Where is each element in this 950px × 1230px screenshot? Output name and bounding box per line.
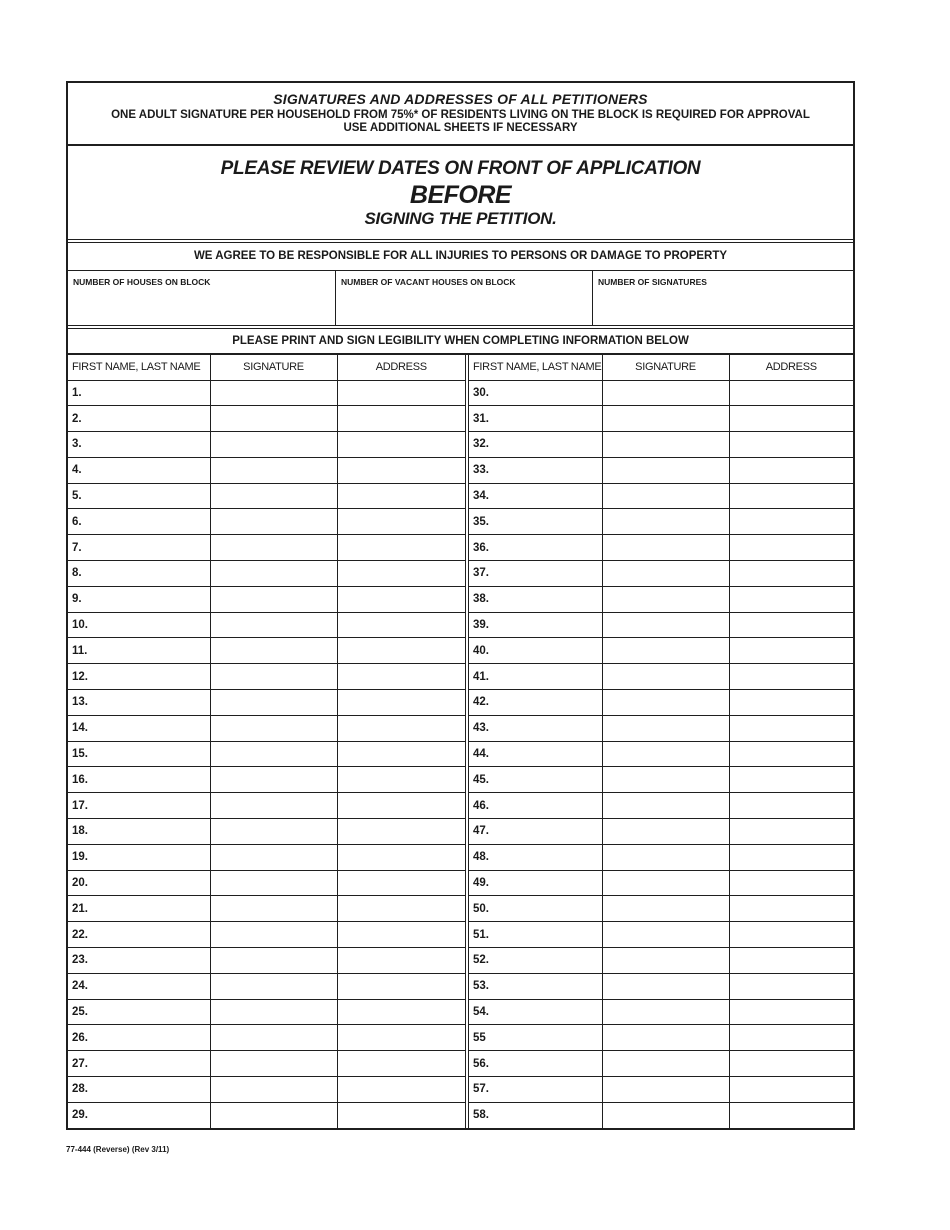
row-number-right[interactable]: 56. bbox=[467, 1051, 602, 1077]
address-cell[interactable] bbox=[729, 406, 853, 432]
address-cell[interactable] bbox=[337, 819, 467, 845]
column-header: FIRST NAME, LAST NAME bbox=[68, 355, 210, 380]
address-cell[interactable] bbox=[337, 509, 467, 535]
review-line-1: PLEASE REVIEW DATES ON FRONT OF APPLICATION bbox=[220, 158, 701, 179]
address-cell[interactable] bbox=[337, 844, 467, 870]
additional-sheets-text: USE ADDITIONAL SHEETS IF NECESSARY bbox=[343, 122, 578, 134]
address-cell[interactable] bbox=[729, 586, 853, 612]
signature-cell[interactable] bbox=[210, 509, 337, 535]
row-number-left[interactable]: 5. bbox=[68, 483, 210, 509]
address-cell[interactable] bbox=[337, 638, 467, 664]
requirement-text: ONE ADULT SIGNATURE PER HOUSEHOLD FROM 75%* OF RESIDENTS LIVING ON THE BLOCK IS REQUIRED FOR APPROVAL bbox=[111, 109, 810, 121]
row-number-right[interactable]: 31. bbox=[467, 406, 602, 432]
row-number-left[interactable]: 10. bbox=[68, 612, 210, 638]
row-number-left[interactable]: 3. bbox=[68, 432, 210, 458]
signature-cell[interactable] bbox=[210, 715, 337, 741]
signature-cell[interactable] bbox=[210, 819, 337, 845]
row-number-right[interactable]: 53. bbox=[467, 973, 602, 999]
table-row bbox=[68, 664, 853, 690]
row-number-left[interactable]: 2. bbox=[68, 406, 210, 432]
form-title: SIGNATURES AND ADDRESSES OF ALL PETITIONERS bbox=[273, 91, 648, 107]
signature-cell[interactable] bbox=[602, 973, 729, 999]
row-number-right[interactable]: 51. bbox=[467, 922, 602, 948]
address-cell[interactable] bbox=[337, 793, 467, 819]
signature-cell[interactable] bbox=[210, 1051, 337, 1077]
table-row bbox=[68, 561, 853, 587]
row-number-right[interactable]: 58. bbox=[467, 1102, 602, 1128]
address-cell[interactable] bbox=[729, 638, 853, 664]
row-number-right[interactable]: 45. bbox=[467, 767, 602, 793]
agreement-statement: WE AGREE TO BE RESPONSIBLE FOR ALL INJURIES TO PERSONS OR DAMAGE TO PROPERTY bbox=[68, 243, 853, 271]
row-number-left[interactable]: 19. bbox=[68, 844, 210, 870]
signatures-count-field[interactable] bbox=[593, 271, 853, 325]
vacant-houses-label: NUMBER OF VACANT HOUSES ON BLOCK bbox=[341, 277, 516, 287]
row-number-right[interactable]: 38. bbox=[467, 586, 602, 612]
row-number-right[interactable]: 40. bbox=[467, 638, 602, 664]
signature-cell[interactable] bbox=[602, 432, 729, 458]
signature-cell[interactable] bbox=[602, 1077, 729, 1103]
table-row bbox=[68, 870, 853, 896]
signature-cell[interactable] bbox=[210, 406, 337, 432]
table-row bbox=[68, 922, 853, 948]
address-cell[interactable] bbox=[729, 793, 853, 819]
row-number-left[interactable]: 27. bbox=[68, 1051, 210, 1077]
row-number-left[interactable]: 28. bbox=[68, 1077, 210, 1103]
signature-cell[interactable] bbox=[602, 509, 729, 535]
houses-on-block-field[interactable] bbox=[68, 271, 336, 325]
signature-cell[interactable] bbox=[602, 638, 729, 664]
row-number-right[interactable]: 46. bbox=[467, 793, 602, 819]
row-number-left[interactable]: 4. bbox=[68, 457, 210, 483]
address-cell[interactable] bbox=[337, 999, 467, 1025]
address-cell[interactable] bbox=[729, 380, 853, 406]
address-cell[interactable] bbox=[337, 483, 467, 509]
signatures-count-label: NUMBER OF SIGNATURES bbox=[598, 277, 707, 287]
row-number-right[interactable]: 48. bbox=[467, 844, 602, 870]
table-row bbox=[68, 715, 853, 741]
signature-cell[interactable] bbox=[602, 690, 729, 716]
signature-cell[interactable] bbox=[210, 767, 337, 793]
petitioner-table bbox=[68, 355, 853, 1128]
row-number-left[interactable]: 23. bbox=[68, 948, 210, 974]
address-cell[interactable] bbox=[729, 922, 853, 948]
row-number-right[interactable]: 32. bbox=[467, 432, 602, 458]
row-number-right[interactable]: 49. bbox=[467, 870, 602, 896]
row-number-right[interactable]: 57. bbox=[467, 1077, 602, 1103]
address-cell[interactable] bbox=[337, 457, 467, 483]
row-number-left[interactable]: 18. bbox=[68, 819, 210, 845]
row-number-right[interactable]: 44. bbox=[467, 741, 602, 767]
vacant-houses-field[interactable] bbox=[336, 271, 593, 325]
signature-cell[interactable] bbox=[210, 973, 337, 999]
review-line-3: SIGNING THE PETITION. bbox=[364, 209, 557, 228]
signature-cell[interactable] bbox=[210, 870, 337, 896]
signature-cell[interactable] bbox=[210, 793, 337, 819]
row-number-left[interactable]: 9. bbox=[68, 586, 210, 612]
address-cell[interactable] bbox=[729, 1077, 853, 1103]
address-cell[interactable] bbox=[729, 741, 853, 767]
signature-cell[interactable] bbox=[210, 380, 337, 406]
address-cell[interactable] bbox=[337, 973, 467, 999]
signature-cell[interactable] bbox=[602, 948, 729, 974]
signature-cell[interactable] bbox=[602, 819, 729, 845]
houses-on-block-label: NUMBER OF HOUSES ON BLOCK bbox=[73, 277, 211, 287]
address-cell[interactable] bbox=[729, 999, 853, 1025]
signature-cell[interactable] bbox=[210, 612, 337, 638]
row-number-right[interactable]: 39. bbox=[467, 612, 602, 638]
address-cell[interactable] bbox=[729, 535, 853, 561]
petition-form bbox=[66, 81, 855, 1130]
row-number-right[interactable]: 50. bbox=[467, 896, 602, 922]
signature-cell[interactable] bbox=[210, 483, 337, 509]
row-number-left[interactable]: 26. bbox=[68, 1025, 210, 1051]
table-row bbox=[68, 793, 853, 819]
table-row bbox=[68, 406, 853, 432]
signature-cell[interactable] bbox=[602, 741, 729, 767]
review-line-2: BEFORE bbox=[409, 181, 512, 209]
address-cell[interactable] bbox=[729, 767, 853, 793]
table-row bbox=[68, 948, 853, 974]
column-header: SIGNATURE bbox=[210, 355, 337, 380]
row-number-right[interactable]: 33. bbox=[467, 457, 602, 483]
row-number-right[interactable]: 34. bbox=[467, 483, 602, 509]
signature-cell[interactable] bbox=[210, 690, 337, 716]
row-number-left[interactable]: 16. bbox=[68, 767, 210, 793]
row-number-left[interactable]: 20. bbox=[68, 870, 210, 896]
signature-cell[interactable] bbox=[602, 922, 729, 948]
signature-cell[interactable] bbox=[602, 664, 729, 690]
signature-cell[interactable] bbox=[210, 561, 337, 587]
row-number-right[interactable]: 35. bbox=[467, 509, 602, 535]
row-number-right[interactable]: 43. bbox=[467, 715, 602, 741]
address-cell[interactable] bbox=[337, 690, 467, 716]
table-row bbox=[68, 586, 853, 612]
table-row bbox=[68, 535, 853, 561]
address-cell[interactable] bbox=[729, 715, 853, 741]
table-row bbox=[68, 767, 853, 793]
review-notice bbox=[68, 146, 853, 243]
table-row bbox=[68, 1025, 853, 1051]
signature-cell[interactable] bbox=[210, 432, 337, 458]
address-cell[interactable] bbox=[337, 1077, 467, 1103]
address-cell[interactable] bbox=[729, 483, 853, 509]
address-cell[interactable] bbox=[337, 1051, 467, 1077]
row-number-left[interactable]: 13. bbox=[68, 690, 210, 716]
row-number-right[interactable]: 37. bbox=[467, 561, 602, 587]
address-cell[interactable] bbox=[729, 432, 853, 458]
row-number-left[interactable]: 24. bbox=[68, 973, 210, 999]
address-cell[interactable] bbox=[337, 561, 467, 587]
address-cell[interactable] bbox=[729, 612, 853, 638]
row-number-left[interactable]: 15. bbox=[68, 741, 210, 767]
address-cell[interactable] bbox=[337, 948, 467, 974]
row-number-left[interactable]: 1. bbox=[68, 380, 210, 406]
table-row bbox=[68, 973, 853, 999]
row-number-left[interactable]: 17. bbox=[68, 793, 210, 819]
signature-cell[interactable] bbox=[602, 793, 729, 819]
signature-cell[interactable] bbox=[602, 586, 729, 612]
address-cell[interactable] bbox=[337, 1025, 467, 1051]
table-row bbox=[68, 1077, 853, 1103]
signature-cell[interactable] bbox=[602, 1102, 729, 1128]
signature-cell[interactable] bbox=[210, 948, 337, 974]
row-number-left[interactable]: 6. bbox=[68, 509, 210, 535]
signature-cell[interactable] bbox=[210, 535, 337, 561]
print-instruction: PLEASE PRINT AND SIGN LEGIBILITY WHEN COMPLETING INFORMATION BELOW bbox=[68, 329, 853, 355]
table-row bbox=[68, 690, 853, 716]
signature-cell[interactable] bbox=[602, 896, 729, 922]
address-cell[interactable] bbox=[337, 767, 467, 793]
row-number-right[interactable]: 36. bbox=[467, 535, 602, 561]
row-number-right[interactable]: 42. bbox=[467, 690, 602, 716]
row-number-right[interactable]: 47. bbox=[467, 819, 602, 845]
row-number-left[interactable]: 21. bbox=[68, 896, 210, 922]
signature-cell[interactable] bbox=[602, 406, 729, 432]
table-row bbox=[68, 741, 853, 767]
signature-cell[interactable] bbox=[210, 1077, 337, 1103]
signature-cell[interactable] bbox=[602, 767, 729, 793]
signature-cell[interactable] bbox=[602, 535, 729, 561]
signature-cell[interactable] bbox=[602, 612, 729, 638]
signature-cell[interactable] bbox=[602, 483, 729, 509]
table-header-row bbox=[68, 355, 853, 380]
signature-cell[interactable] bbox=[210, 999, 337, 1025]
address-cell[interactable] bbox=[337, 406, 467, 432]
signature-cell[interactable] bbox=[210, 638, 337, 664]
signature-cell[interactable] bbox=[210, 922, 337, 948]
address-cell[interactable] bbox=[337, 870, 467, 896]
address-cell[interactable] bbox=[337, 432, 467, 458]
form-number: 77-444 (Reverse) (Rev 3/11) bbox=[66, 1145, 170, 1154]
row-number-left[interactable]: 25. bbox=[68, 999, 210, 1025]
signature-cell[interactable] bbox=[210, 896, 337, 922]
table-row bbox=[68, 1102, 853, 1128]
signature-cell[interactable] bbox=[602, 999, 729, 1025]
counts-row bbox=[68, 271, 853, 329]
address-cell[interactable] bbox=[729, 509, 853, 535]
signature-cell[interactable] bbox=[210, 1102, 337, 1128]
address-cell[interactable] bbox=[337, 1102, 467, 1128]
row-number-left[interactable]: 14. bbox=[68, 715, 210, 741]
row-number-left[interactable]: 8. bbox=[68, 561, 210, 587]
signature-cell[interactable] bbox=[210, 664, 337, 690]
address-cell[interactable] bbox=[337, 664, 467, 690]
table-row bbox=[68, 432, 853, 458]
table-row bbox=[68, 612, 853, 638]
table-row bbox=[68, 819, 853, 845]
table-row bbox=[68, 638, 853, 664]
column-header: FIRST NAME, LAST NAME bbox=[467, 355, 602, 380]
address-cell[interactable] bbox=[337, 586, 467, 612]
signature-cell[interactable] bbox=[602, 380, 729, 406]
address-cell[interactable] bbox=[729, 664, 853, 690]
address-cell[interactable] bbox=[337, 612, 467, 638]
signature-cell[interactable] bbox=[602, 870, 729, 896]
signature-cell[interactable] bbox=[602, 457, 729, 483]
row-number-left[interactable]: 11. bbox=[68, 638, 210, 664]
address-cell[interactable] bbox=[729, 1051, 853, 1077]
address-cell[interactable] bbox=[337, 380, 467, 406]
address-cell[interactable] bbox=[729, 1025, 853, 1051]
address-cell[interactable] bbox=[729, 844, 853, 870]
signature-cell[interactable] bbox=[210, 457, 337, 483]
table-row bbox=[68, 483, 853, 509]
row-number-left[interactable]: 29. bbox=[68, 1102, 210, 1128]
address-cell[interactable] bbox=[729, 690, 853, 716]
row-number-right[interactable]: 54. bbox=[467, 999, 602, 1025]
address-cell[interactable] bbox=[337, 535, 467, 561]
address-cell[interactable] bbox=[337, 922, 467, 948]
row-number-left[interactable]: 12. bbox=[68, 664, 210, 690]
signature-cell[interactable] bbox=[602, 1051, 729, 1077]
signature-cell[interactable] bbox=[602, 844, 729, 870]
signature-cell[interactable] bbox=[210, 741, 337, 767]
row-number-right[interactable]: 41. bbox=[467, 664, 602, 690]
signature-cell[interactable] bbox=[210, 844, 337, 870]
signature-cell[interactable] bbox=[210, 586, 337, 612]
table-row bbox=[68, 1051, 853, 1077]
row-number-left[interactable]: 22. bbox=[68, 922, 210, 948]
address-cell[interactable] bbox=[729, 896, 853, 922]
address-cell[interactable] bbox=[729, 948, 853, 974]
address-cell[interactable] bbox=[337, 715, 467, 741]
table-row bbox=[68, 380, 853, 406]
table-row bbox=[68, 457, 853, 483]
row-number-right[interactable]: 55 bbox=[467, 1025, 602, 1051]
table-row bbox=[68, 896, 853, 922]
column-header: SIGNATURE bbox=[602, 355, 729, 380]
row-number-left[interactable]: 7. bbox=[68, 535, 210, 561]
address-cell[interactable] bbox=[729, 870, 853, 896]
row-number-right[interactable]: 52. bbox=[467, 948, 602, 974]
address-cell[interactable] bbox=[729, 457, 853, 483]
table-row bbox=[68, 844, 853, 870]
signature-cell[interactable] bbox=[210, 1025, 337, 1051]
form-header bbox=[68, 83, 853, 146]
address-cell[interactable] bbox=[337, 741, 467, 767]
signature-cell[interactable] bbox=[602, 1025, 729, 1051]
table-row bbox=[68, 999, 853, 1025]
column-header: ADDRESS bbox=[337, 355, 467, 380]
address-cell[interactable] bbox=[729, 973, 853, 999]
table-row bbox=[68, 509, 853, 535]
signature-cell[interactable] bbox=[602, 715, 729, 741]
row-number-right[interactable]: 30. bbox=[467, 380, 602, 406]
address-cell[interactable] bbox=[729, 561, 853, 587]
address-cell[interactable] bbox=[729, 1102, 853, 1128]
address-cell[interactable] bbox=[337, 896, 467, 922]
column-header: ADDRESS bbox=[729, 355, 853, 380]
address-cell[interactable] bbox=[729, 819, 853, 845]
signature-cell[interactable] bbox=[602, 561, 729, 587]
